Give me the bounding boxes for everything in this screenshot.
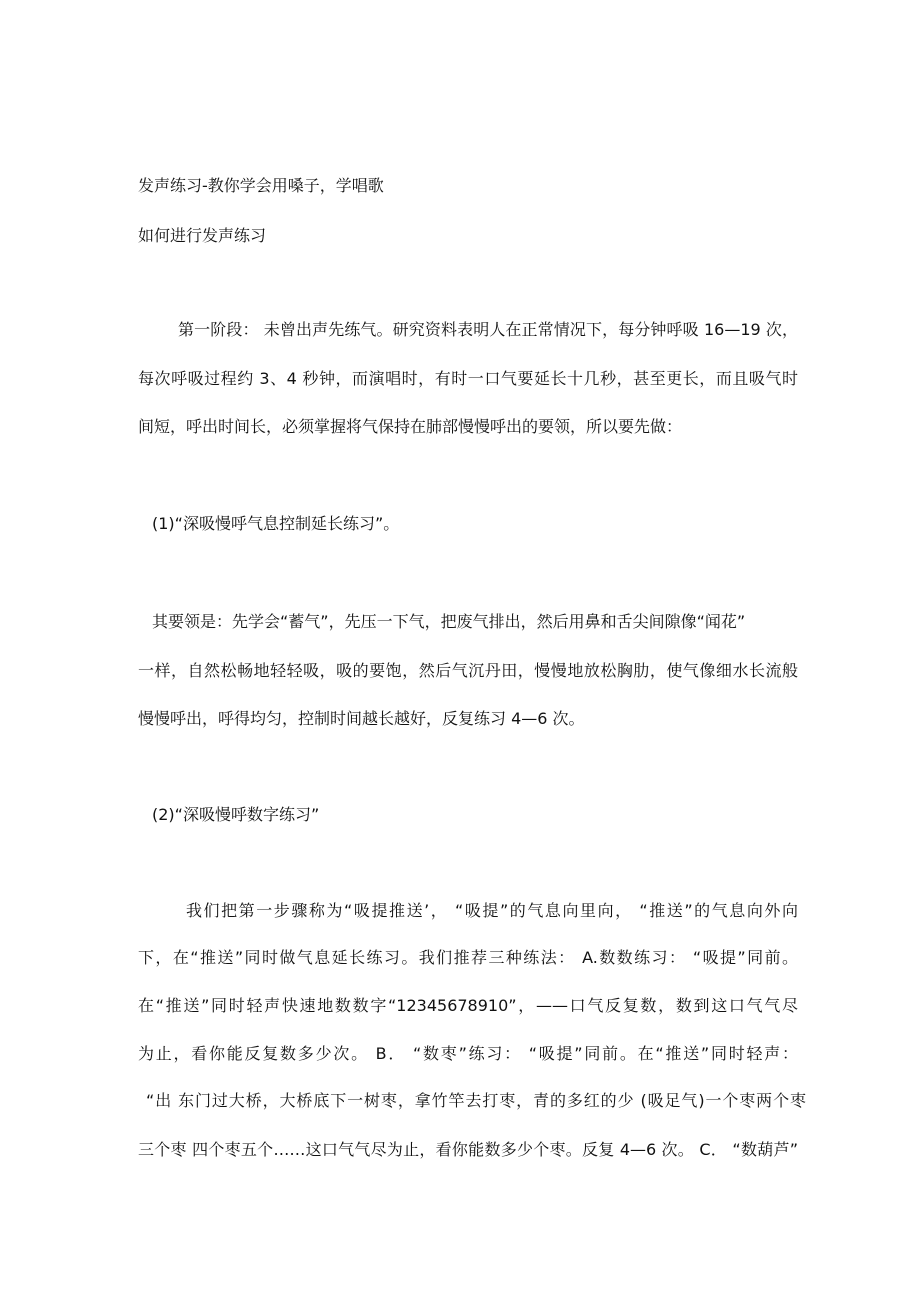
document-title: 发声练习-教你学会用嗓子，学唱歌 [138,176,384,195]
paragraph-line: “出 东门过大桥，大桥底下一树枣，拿竹竿去打枣，青的多红的少 (吸足气)一个枣两个枣 [146,1091,806,1110]
paragraph-line: 一样，自然松畅地轻轻吸，吸的要饱，然后气沉丹田，慢慢地放松胸肋，使气像细水长流般 [138,661,798,680]
paragraph-line: 下，在“推送”同时做气息延长练习。我们推荐三种练法： A.数数练习： “吸提”同前。 [138,948,798,967]
paragraph-line: 三个枣 四个枣五个……这口气气尽为止，看你能数多少个枣。反复 4—6 次。 C． “数葫芦” [138,1140,798,1159]
paragraph-line: 为止，看你能反复数多少次。 B． “数枣”练习： “吸提”同前。在“推送”同时轻声： [138,1044,798,1063]
paragraph-line: 在“推送”同时轻声快速地数数字“12345678910”，——口气反复数，数到这口气气尽 [138,996,798,1015]
paragraph-line: 慢慢呼出，呼得均匀，控制时间越长越好，反复练习 4—6 次。 [138,709,585,728]
paragraph-line: 每次呼吸过程约 3、4 秒钟，而演唱时，有时一口气要延长十几秒，甚至更长，而且吸气时 [138,369,798,388]
paragraph-line: 间短，呼出时间长，必须掌握将气保持在肺部慢慢呼出的要领，所以要先做： [138,417,683,436]
paragraph-line: 第一阶段： 未曾出声先练气。研究资料表明人在正常情况下，每分钟呼吸 16—19 次， [178,320,798,339]
document-subtitle: 如何进行发声练习 [138,226,267,245]
section-heading: (2)“深吸慢呼数字练习” [152,805,320,824]
paragraph-line: 我们把第一步骤称为“吸提推送’， “吸提”的气息向里向， “推送”的气息向外向 [186,901,798,920]
section-heading: (1)“深吸慢呼气息控制延长练习”。 [152,514,400,533]
paragraph-line: 其要领是：先学会“蓄气”，先压一下气，把废气排出，然后用鼻和舌尖间隙像“闻花” [152,612,746,631]
